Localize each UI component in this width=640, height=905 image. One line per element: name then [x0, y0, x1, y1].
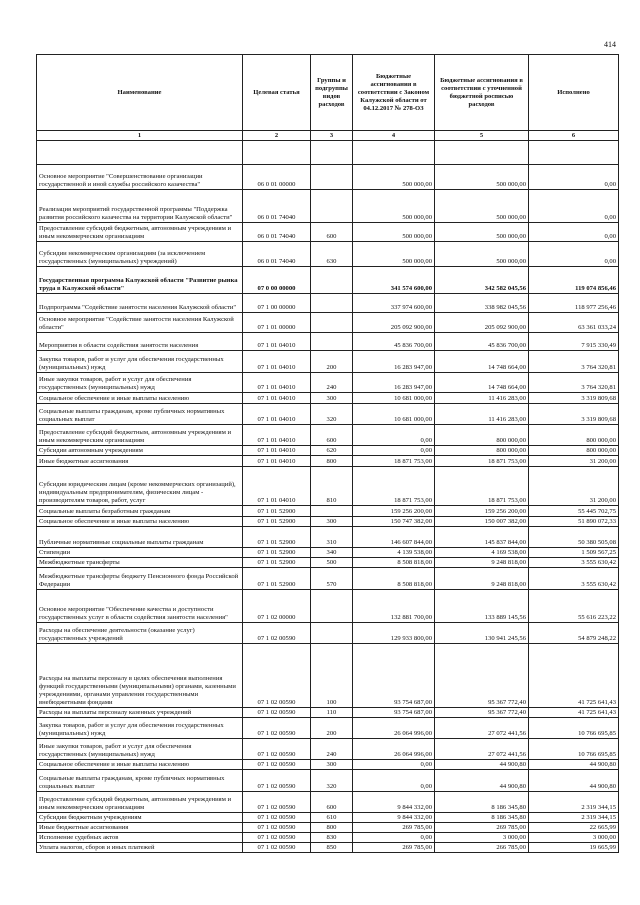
row-law-allocation: 150 747 382,00 [353, 517, 435, 527]
table-row [37, 313, 619, 333]
row-executed: 10 766 695,85 [529, 718, 619, 739]
row-law-allocation: 10 681 000,00 [353, 393, 435, 404]
row-name: Мероприятия в области содействия занятости населения [37, 333, 243, 351]
row-expense-group: 830 [311, 833, 353, 843]
table-row [37, 393, 619, 404]
table-row [37, 739, 619, 760]
row-law-allocation: 93 754 687,00 [353, 644, 435, 708]
table-row [37, 404, 619, 425]
row-target-article: 06 0 01 00000 [243, 165, 311, 190]
table-row [37, 644, 619, 708]
row-roster-allocation [435, 141, 529, 165]
row-law-allocation: 26 064 996,00 [353, 739, 435, 760]
row-executed [529, 141, 619, 165]
row-law-allocation: 146 607 844,00 [353, 527, 435, 548]
row-executed: 800 000,00 [529, 425, 619, 446]
row-executed: 55 616 223,22 [529, 590, 619, 623]
row-law-allocation: 8 508 818,00 [353, 558, 435, 568]
row-name: Расходы на выплаты персоналу казенных учреждений [37, 708, 243, 718]
row-name: Государственная программа Калужской области "Развитие рынка труда в Калужской области" [37, 267, 243, 294]
row-target-article: 07 1 01 04010 [243, 456, 311, 467]
row-executed: 44 900,80 [529, 770, 619, 792]
row-executed: 119 074 856,46 [529, 267, 619, 294]
row-target-article: 07 1 02 00590 [243, 792, 311, 813]
row-law-allocation: 341 574 600,00 [353, 267, 435, 294]
row-expense-group: 850 [311, 843, 353, 853]
row-name: Иные закупки товаров, работ и услуг для обеспечения государственных (муниципальных) нужд [37, 739, 243, 760]
row-expense-group: 500 [311, 558, 353, 568]
row-roster-allocation: 159 256 200,00 [435, 506, 529, 517]
row-expense-group [311, 165, 353, 190]
table-row [37, 446, 619, 456]
row-expense-group: 110 [311, 708, 353, 718]
row-law-allocation: 0,00 [353, 833, 435, 843]
row-name: Расходы на выплаты персоналу в целях обеспечения выполнения функций государственными (муниципальными) органами, казенными учреждениями, органами управления государственными внебюджетными фондами [37, 644, 243, 708]
row-law-allocation: 9 844 332,00 [353, 792, 435, 813]
row-law-allocation: 0,00 [353, 446, 435, 456]
row-target-article: 07 1 02 00590 [243, 823, 311, 833]
table-row [37, 456, 619, 467]
row-roster-allocation: 266 785,00 [435, 843, 529, 853]
row-target-article: 07 1 01 04010 [243, 425, 311, 446]
row-executed: 10 766 695,85 [529, 739, 619, 760]
row-law-allocation: 0,00 [353, 425, 435, 446]
row-expense-group: 100 [311, 644, 353, 708]
row-roster-allocation: 8 186 345,80 [435, 792, 529, 813]
row-name: Субсидии бюджетным учреждениям [37, 813, 243, 823]
row-executed: 3 000,00 [529, 833, 619, 843]
row-roster-allocation: 27 072 441,56 [435, 739, 529, 760]
row-roster-allocation: 11 416 283,00 [435, 404, 529, 425]
table-row [37, 792, 619, 813]
table-row [37, 760, 619, 770]
table-row [37, 294, 619, 313]
row-roster-allocation: 342 582 045,56 [435, 267, 529, 294]
table-row [37, 165, 619, 190]
row-target-article: 07 1 02 00590 [243, 843, 311, 853]
row-target-article: 07 1 02 00000 [243, 590, 311, 623]
budget-table [36, 54, 619, 853]
table-row [37, 517, 619, 527]
row-roster-allocation: 130 941 245,56 [435, 623, 529, 644]
row-name: Субсидии автономным учреждениям [37, 446, 243, 456]
row-executed: 19 665,99 [529, 843, 619, 853]
row-executed: 50 380 505,08 [529, 527, 619, 548]
row-expense-group: 600 [311, 223, 353, 242]
row-target-article: 07 1 01 04010 [243, 467, 311, 506]
row-expense-group [311, 313, 353, 333]
row-expense-group: 800 [311, 456, 353, 467]
row-expense-group: 320 [311, 404, 353, 425]
row-law-allocation: 10 681 000,00 [353, 404, 435, 425]
row-roster-allocation: 44 900,80 [435, 770, 529, 792]
row-roster-allocation: 269 785,00 [435, 823, 529, 833]
row-name: Публичные нормативные социальные выплаты гражданам [37, 527, 243, 548]
row-target-article: 07 1 01 04010 [243, 351, 311, 373]
row-executed: 3 319 809,68 [529, 393, 619, 404]
row-expense-group [311, 190, 353, 223]
row-roster-allocation: 500 000,00 [435, 242, 529, 267]
row-name: Социальное обеспечение и иные выплаты населению [37, 393, 243, 404]
row-expense-group: 200 [311, 351, 353, 373]
row-roster-allocation: 500 000,00 [435, 165, 529, 190]
table-row [37, 843, 619, 853]
row-expense-group: 600 [311, 425, 353, 446]
row-name: Предоставление субсидий бюджетным, автономным учреждениям и иным некоммерческим организациям [37, 425, 243, 446]
row-law-allocation: 0,00 [353, 760, 435, 770]
row-expense-group: 570 [311, 568, 353, 590]
row-target-article: 06 0 01 74040 [243, 190, 311, 223]
row-target-article: 07 1 01 04010 [243, 393, 311, 404]
row-roster-allocation: 95 367 772,40 [435, 644, 529, 708]
row-law-allocation: 129 933 800,00 [353, 623, 435, 644]
row-expense-group: 810 [311, 467, 353, 506]
table-row [37, 813, 619, 823]
table-row [37, 568, 619, 590]
header-roster-allocation: Бюджетные ассигнования в соответствии с уточненной бюджетной росписью расходов [435, 55, 529, 131]
row-executed: 44 900,80 [529, 760, 619, 770]
table-row [37, 708, 619, 718]
row-executed: 31 200,00 [529, 456, 619, 467]
row-law-allocation: 205 092 900,00 [353, 313, 435, 333]
row-expense-group: 620 [311, 446, 353, 456]
row-expense-group [311, 590, 353, 623]
row-expense-group: 240 [311, 739, 353, 760]
table-row [37, 190, 619, 223]
header-target-article: Целевая статья [243, 55, 311, 131]
column-number: 5 [435, 131, 529, 141]
row-name: Субсидии некоммерческим организациям (за исключением государственных (муниципальных) учреждений) [37, 242, 243, 267]
row-expense-group [311, 623, 353, 644]
row-roster-allocation: 500 000,00 [435, 190, 529, 223]
column-number: 2 [243, 131, 311, 141]
column-number-row [37, 131, 619, 141]
page-number: 414 [604, 40, 616, 49]
row-target-article: 07 1 01 00000 [243, 313, 311, 333]
table-row [37, 558, 619, 568]
row-name: Межбюджетные трансферты бюджету Пенсионного фонда Российской Федерации [37, 568, 243, 590]
row-name: Закупка товаров, работ и услуг для обеспечения государственных (муниципальных) нужд [37, 351, 243, 373]
row-executed: 2 319 344,15 [529, 792, 619, 813]
row-target-article: 07 1 01 52900 [243, 548, 311, 558]
row-law-allocation: 45 836 700,00 [353, 333, 435, 351]
row-law-allocation: 269 785,00 [353, 823, 435, 833]
row-law-allocation: 500 000,00 [353, 190, 435, 223]
row-executed: 41 725 641,43 [529, 708, 619, 718]
row-law-allocation: 8 508 818,00 [353, 568, 435, 590]
row-name: Субсидии юридическим лицам (кроме некоммерческих организаций), индивидуальным предпринимателям, физическим лицам - производителям товаров, работ, услуг [37, 467, 243, 506]
row-target-article: 07 1 02 00590 [243, 708, 311, 718]
table-row [37, 351, 619, 373]
row-name: Социальное обеспечение и иные выплаты населению [37, 760, 243, 770]
table-row [37, 823, 619, 833]
row-executed: 3 319 809,68 [529, 404, 619, 425]
row-expense-group: 300 [311, 760, 353, 770]
row-target-article: 07 1 02 00590 [243, 718, 311, 739]
row-name: Стипендии [37, 548, 243, 558]
row-name: Исполнение судебных актов [37, 833, 243, 843]
row-target-article: 07 1 01 52900 [243, 527, 311, 548]
column-number: 6 [529, 131, 619, 141]
row-roster-allocation: 145 837 844,00 [435, 527, 529, 548]
row-name: Межбюджетные трансферты [37, 558, 243, 568]
row-target-article: 07 1 01 04010 [243, 373, 311, 393]
row-executed: 2 319 344,15 [529, 813, 619, 823]
row-expense-group: 610 [311, 813, 353, 823]
row-target-article: 07 1 01 04010 [243, 333, 311, 351]
row-target-article: 07 1 02 00590 [243, 739, 311, 760]
row-law-allocation: 4 139 538,00 [353, 548, 435, 558]
table-row [37, 223, 619, 242]
row-roster-allocation: 44 900,80 [435, 760, 529, 770]
table-row [37, 242, 619, 267]
row-name: Расходы на обеспечение деятельности (оказание услуг) государственных учреждений [37, 623, 243, 644]
row-name: Основное мероприятие "Обеспечение качества и доступности государственных услуг в области содействия занятости населения" [37, 590, 243, 623]
row-name: Подпрограмма "Содействие занятости населения Калужской области" [37, 294, 243, 313]
row-executed: 0,00 [529, 165, 619, 190]
row-roster-allocation: 14 748 664,00 [435, 351, 529, 373]
row-expense-group: 300 [311, 517, 353, 527]
row-name: Социальное обеспечение и иные выплаты населению [37, 517, 243, 527]
row-target-article: 07 1 02 00590 [243, 760, 311, 770]
row-expense-group: 240 [311, 373, 353, 393]
row-expense-group: 320 [311, 770, 353, 792]
row-executed: 1 509 567,25 [529, 548, 619, 558]
row-target-article: 07 1 02 00590 [243, 770, 311, 792]
row-law-allocation: 269 785,00 [353, 843, 435, 853]
row-expense-group: 200 [311, 718, 353, 739]
row-name: Социальные выплаты безработным гражданам [37, 506, 243, 517]
table-row [37, 718, 619, 739]
row-name: Иные бюджетные ассигнования [37, 823, 243, 833]
table-row [37, 267, 619, 294]
row-executed: 0,00 [529, 223, 619, 242]
row-expense-group: 800 [311, 823, 353, 833]
row-target-article: 06 0 01 74040 [243, 242, 311, 267]
row-expense-group [311, 294, 353, 313]
row-expense-group [311, 333, 353, 351]
row-roster-allocation: 8 186 345,80 [435, 813, 529, 823]
row-executed: 3 764 320,81 [529, 351, 619, 373]
row-executed: 0,00 [529, 242, 619, 267]
row-expense-group: 340 [311, 548, 353, 558]
row-law-allocation: 16 283 947,00 [353, 351, 435, 373]
row-roster-allocation: 3 000,00 [435, 833, 529, 843]
row-name: Закупка товаров, работ и услуг для обеспечения государственных (муниципальных) нужд [37, 718, 243, 739]
row-target-article: 07 1 02 00590 [243, 623, 311, 644]
table-row [37, 770, 619, 792]
row-target-article: 07 1 01 52900 [243, 568, 311, 590]
table-row [37, 425, 619, 446]
row-roster-allocation: 45 836 700,00 [435, 333, 529, 351]
row-target-article: 07 0 00 00000 [243, 267, 311, 294]
row-law-allocation: 500 000,00 [353, 223, 435, 242]
row-law-allocation: 500 000,00 [353, 165, 435, 190]
row-law-allocation: 159 256 200,00 [353, 506, 435, 517]
row-target-article [243, 141, 311, 165]
row-law-allocation: 18 871 753,00 [353, 456, 435, 467]
row-roster-allocation: 150 007 382,00 [435, 517, 529, 527]
table-row [37, 141, 619, 165]
row-roster-allocation: 9 248 818,00 [435, 568, 529, 590]
row-roster-allocation: 500 000,00 [435, 223, 529, 242]
row-executed: 41 725 641,43 [529, 644, 619, 708]
row-roster-allocation: 133 889 145,56 [435, 590, 529, 623]
row-law-allocation: 16 283 947,00 [353, 373, 435, 393]
row-target-article: 07 1 01 04010 [243, 404, 311, 425]
row-name: Реализация мероприятий государственной программы "Поддержка развития российского казачества на территории Калужской области" [37, 190, 243, 223]
row-name: Социальные выплаты гражданам, кроме публичных нормативных социальных выплат [37, 770, 243, 792]
row-executed: 118 977 256,46 [529, 294, 619, 313]
column-number: 1 [37, 131, 243, 141]
row-law-allocation: 93 754 687,00 [353, 708, 435, 718]
row-name: Уплата налогов, сборов и иных платежей [37, 843, 243, 853]
table-row [37, 833, 619, 843]
row-name: Основное мероприятие "Содействие занятости населения Калужской области" [37, 313, 243, 333]
table-body [37, 141, 619, 853]
table-row [37, 467, 619, 506]
row-roster-allocation: 800 000,00 [435, 425, 529, 446]
table-header-row [37, 55, 619, 131]
row-target-article: 07 1 01 52900 [243, 558, 311, 568]
row-executed: 7 915 330,49 [529, 333, 619, 351]
table-row [37, 548, 619, 558]
header-name: Наименование [37, 55, 243, 131]
header-law-allocation: Бюджетные ассигнования в соответствии с Законом Калужской области от 04.12.2017 № 278-ОЗ [353, 55, 435, 131]
row-name [37, 141, 243, 165]
header-executed: Исполнено [529, 55, 619, 131]
row-target-article: 07 1 02 00590 [243, 833, 311, 843]
row-roster-allocation: 27 072 441,56 [435, 718, 529, 739]
row-executed: 22 665,99 [529, 823, 619, 833]
row-executed: 3 555 630,42 [529, 568, 619, 590]
row-executed: 54 879 248,22 [529, 623, 619, 644]
row-roster-allocation: 18 871 753,00 [435, 456, 529, 467]
row-roster-allocation: 14 748 664,00 [435, 373, 529, 393]
table-row [37, 527, 619, 548]
row-name: Иные закупки товаров, работ и услуг для обеспечения государственных (муниципальных) нужд [37, 373, 243, 393]
row-expense-group: 600 [311, 792, 353, 813]
row-executed: 3 764 320,81 [529, 373, 619, 393]
row-roster-allocation: 9 248 818,00 [435, 558, 529, 568]
row-roster-allocation: 95 367 772,40 [435, 708, 529, 718]
row-roster-allocation: 338 982 045,56 [435, 294, 529, 313]
row-executed: 63 361 033,24 [529, 313, 619, 333]
row-expense-group [311, 506, 353, 517]
row-expense-group: 630 [311, 242, 353, 267]
row-expense-group [311, 267, 353, 294]
row-target-article: 07 1 01 52900 [243, 517, 311, 527]
row-executed: 51 890 072,33 [529, 517, 619, 527]
row-executed: 3 555 630,42 [529, 558, 619, 568]
row-executed: 800 000,00 [529, 446, 619, 456]
row-expense-group: 300 [311, 393, 353, 404]
row-roster-allocation: 18 871 753,00 [435, 467, 529, 506]
column-number: 3 [311, 131, 353, 141]
table-row [37, 506, 619, 517]
row-target-article: 07 1 02 00590 [243, 813, 311, 823]
row-name: Социальные выплаты гражданам, кроме публичных нормативных социальных выплат [37, 404, 243, 425]
row-roster-allocation: 11 416 283,00 [435, 393, 529, 404]
table-row [37, 590, 619, 623]
row-name: Предоставление субсидий бюджетным, автономным учреждениям и иным некоммерческим организациям [37, 223, 243, 242]
table-row [37, 373, 619, 393]
row-law-allocation: 9 844 332,00 [353, 813, 435, 823]
row-name: Основное мероприятие "Совершенствование организации государственной и иной службы российского казачества" [37, 165, 243, 190]
row-expense-group [311, 141, 353, 165]
row-law-allocation: 132 881 700,00 [353, 590, 435, 623]
row-target-article: 07 1 01 52900 [243, 506, 311, 517]
row-roster-allocation: 800 000,00 [435, 446, 529, 456]
row-law-allocation: 337 974 600,00 [353, 294, 435, 313]
row-roster-allocation: 4 169 538,00 [435, 548, 529, 558]
row-law-allocation [353, 141, 435, 165]
table-row [37, 333, 619, 351]
row-target-article: 07 1 01 04010 [243, 446, 311, 456]
row-executed: 31 200,00 [529, 467, 619, 506]
row-executed: 0,00 [529, 190, 619, 223]
row-name: Иные бюджетные ассигнования [37, 456, 243, 467]
row-executed: 55 445 702,75 [529, 506, 619, 517]
header-expense-group: Группы и подгруппы видов расходов [311, 55, 353, 131]
row-name: Предоставление субсидий бюджетным, автономным учреждениям и иным некоммерческим организациям [37, 792, 243, 813]
row-law-allocation: 0,00 [353, 770, 435, 792]
row-law-allocation: 500 000,00 [353, 242, 435, 267]
row-expense-group: 310 [311, 527, 353, 548]
table-row [37, 623, 619, 644]
row-roster-allocation: 205 092 900,00 [435, 313, 529, 333]
row-target-article: 07 1 02 00590 [243, 644, 311, 708]
row-target-article: 07 1 00 00000 [243, 294, 311, 313]
row-law-allocation: 26 064 996,00 [353, 718, 435, 739]
row-target-article: 06 0 01 74040 [243, 223, 311, 242]
row-law-allocation: 18 871 753,00 [353, 467, 435, 506]
column-number: 4 [353, 131, 435, 141]
